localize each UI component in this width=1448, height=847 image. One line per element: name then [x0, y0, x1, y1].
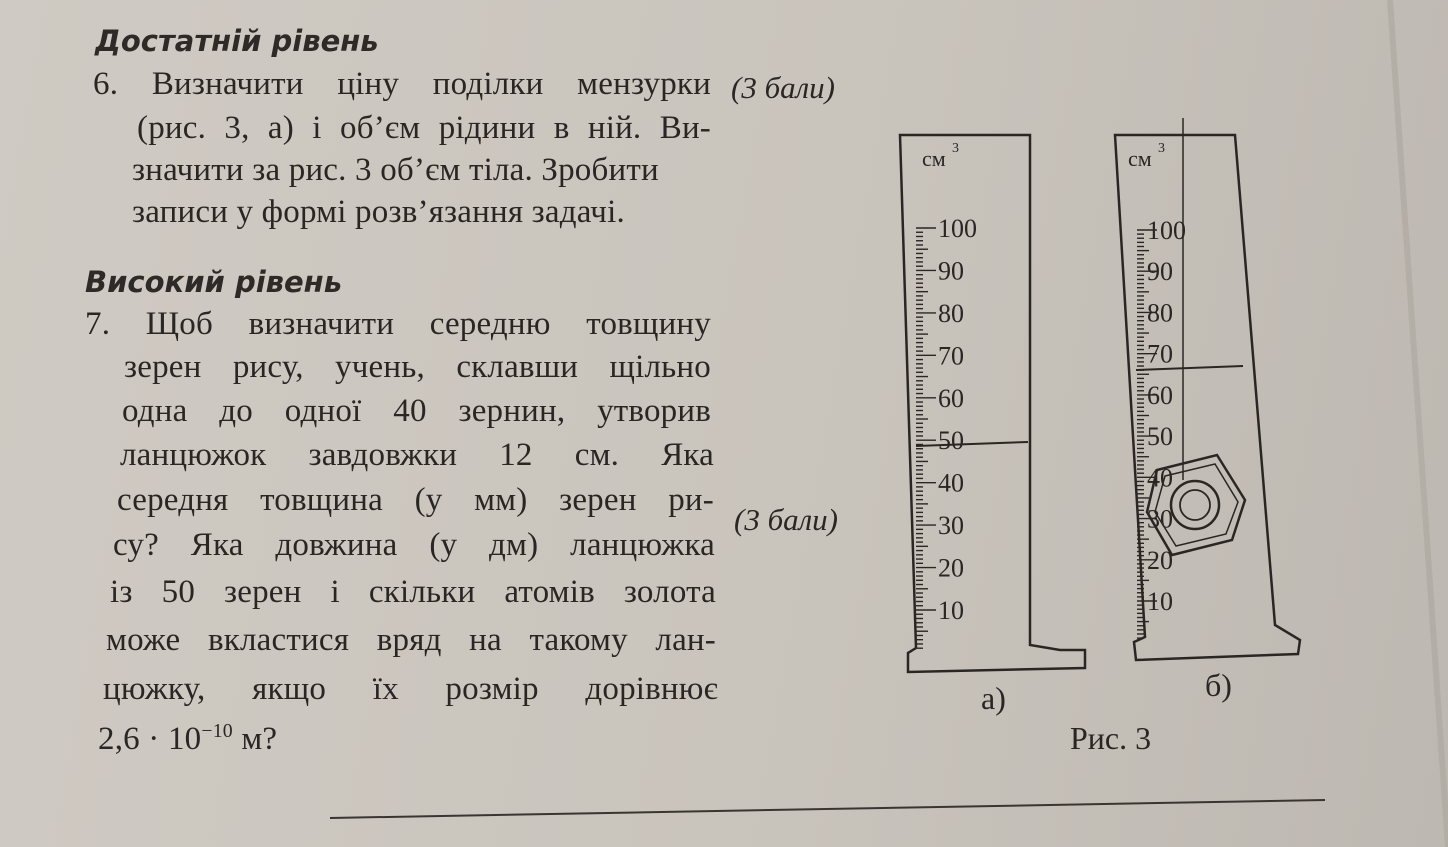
task6-line-4: записи у формі розв’язання задачі. [132, 194, 625, 230]
scale-label-b: 90 [1147, 257, 1173, 287]
section-heading-high: Високий рівень [85, 265, 343, 299]
task7-formula-end: м? [232, 721, 278, 757]
task7-line-8: може вкластися вряд на такому лан- [106, 622, 716, 658]
nut-hole-outer [1171, 481, 1219, 529]
task7-formula-base: 2,6 · 10 [98, 721, 202, 757]
task7-line-1: 7. Щоб визначити середню товщину [85, 306, 711, 342]
section-heading-sufficient: Достатній рівень [95, 24, 379, 58]
scale-label-a: 70 [938, 341, 964, 371]
scale-label-a: 90 [938, 256, 964, 286]
unit-exponent-b: 3 [1158, 141, 1165, 156]
task7-points: (3 бали) [734, 502, 839, 537]
task6-line-1: 6. Визначити ціну поділки мензурки [93, 66, 711, 102]
cylinder-b-outline [1115, 135, 1300, 660]
scale-label-b: 60 [1147, 380, 1173, 410]
task7-line-9: цюжку, якщо їх розмір дорівнює [103, 671, 718, 707]
scale-label-a: 100 [938, 214, 977, 243]
scale-label-a: 20 [938, 553, 964, 583]
scale-labels [938, 214, 1186, 625]
task7-line-6: су? Яка довжина (у дм) ланцюжка [113, 527, 715, 563]
task7-formula-exponent: −10 [201, 720, 233, 742]
scale-label-a: 60 [938, 383, 964, 413]
task6-line-3: значити за рис. 3 об’єм тіла. Зробити [132, 152, 659, 188]
figure-caption: Рис. 3 [1070, 720, 1152, 756]
unit-label-a: см [922, 146, 946, 171]
scale-label-b: 10 [1147, 587, 1173, 616]
scale-label-b: 30 [1147, 504, 1173, 534]
task7-line-7: із 50 зерен і скільки атомів золота [110, 574, 716, 610]
task7-line-3: одна до одної 40 зернин, утворив [122, 393, 711, 429]
scale-label-b: 70 [1147, 339, 1173, 369]
figure-label-b: б) [1205, 667, 1232, 703]
unit-label-b: см [1128, 146, 1152, 171]
liquid-level-a [916, 442, 1028, 446]
scale-label-a: 50 [938, 426, 964, 456]
scale-label-b: 20 [1147, 545, 1173, 575]
cylinder-a-outline [900, 135, 1085, 672]
scale-label-a: 80 [938, 298, 964, 328]
task7-line-2: зерен рису, учень, склавши щільно [124, 349, 711, 385]
scale-label-a: 40 [938, 468, 964, 498]
nut-hole-inner [1180, 490, 1210, 520]
scale-label-b: 50 [1147, 422, 1173, 452]
cylinder-a [900, 135, 1085, 672]
unit-labels [922, 141, 1165, 171]
task7-line-4: ланцюжок завдовжки 12 см. Яка [120, 437, 714, 473]
cylinder-b [1115, 118, 1300, 660]
scale-label-a: 10 [938, 596, 964, 625]
unit-exponent-a: 3 [952, 141, 959, 156]
task6-line-2: (рис. 3, а) і об’єм рідини в ній. Ви- [137, 110, 711, 146]
scale-label-b: 100 [1147, 216, 1186, 245]
task6-points: (3 бали) [731, 70, 836, 105]
scale-label-b: 80 [1147, 298, 1173, 328]
task7-line-5: середня товщина (у мм) зерен ри- [117, 482, 714, 518]
scale-label-a: 30 [938, 511, 964, 541]
scale-label-b: 40 [1147, 463, 1173, 493]
figure-label-a: а) [981, 680, 1006, 716]
